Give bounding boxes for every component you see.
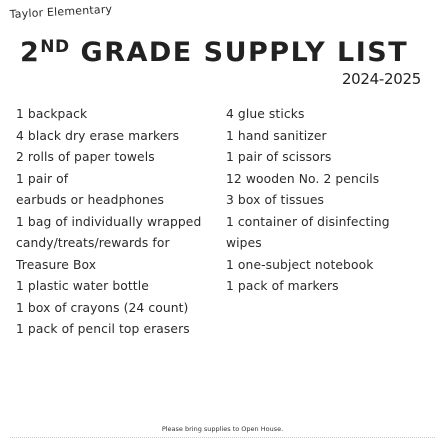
list-item: 1 hand sanitizer	[226, 128, 327, 143]
list-item: 1 container of disinfecting	[226, 214, 390, 229]
footer-note: Please bring supplies to Open House.	[161, 425, 284, 433]
list-item: 1 one-subject notebook	[226, 257, 374, 272]
list-item: 1 bag of individually wrapped	[16, 214, 202, 229]
list-item: 12 wooden No. 2 pencils	[226, 171, 380, 186]
title-grade-suffix: ND	[40, 37, 70, 57]
list-item: 4 black dry erase markers	[16, 128, 180, 143]
school-year: 2024-2025	[341, 70, 421, 88]
title-text: GRADE SUPPLY LIST	[69, 37, 409, 68]
page-title	[20, 30, 430, 70]
list-item: 1 box of crayons (24 count)	[16, 300, 189, 315]
supply-list-right-column	[226, 104, 436, 298]
list-item: earbuds or headphones	[16, 193, 165, 207]
list-item: Treasure Box	[16, 257, 97, 272]
title-grade-number: 2	[20, 37, 41, 68]
school-name: Taylor Elementary	[9, 2, 113, 21]
list-item: 1 pair of	[16, 171, 69, 186]
list-item: 1 backpack	[16, 107, 88, 121]
list-item: 1 pair of scissors	[226, 150, 332, 164]
list-item: wipes	[226, 236, 262, 250]
list-item: 3 box of tissues	[226, 193, 325, 207]
list-item: candy/treats/rewards for	[16, 236, 170, 250]
list-item: 1 plastic water bottle	[16, 279, 149, 293]
list-item: 4 glue sticks	[226, 107, 305, 121]
list-item: 1 pack of markers	[226, 279, 339, 293]
footer-divider	[10, 437, 435, 439]
supply-list-left-column	[16, 104, 216, 341]
list-item: 1 pack of pencil top erasers	[16, 322, 190, 336]
list-item: 2 rolls of paper towels	[16, 150, 155, 164]
